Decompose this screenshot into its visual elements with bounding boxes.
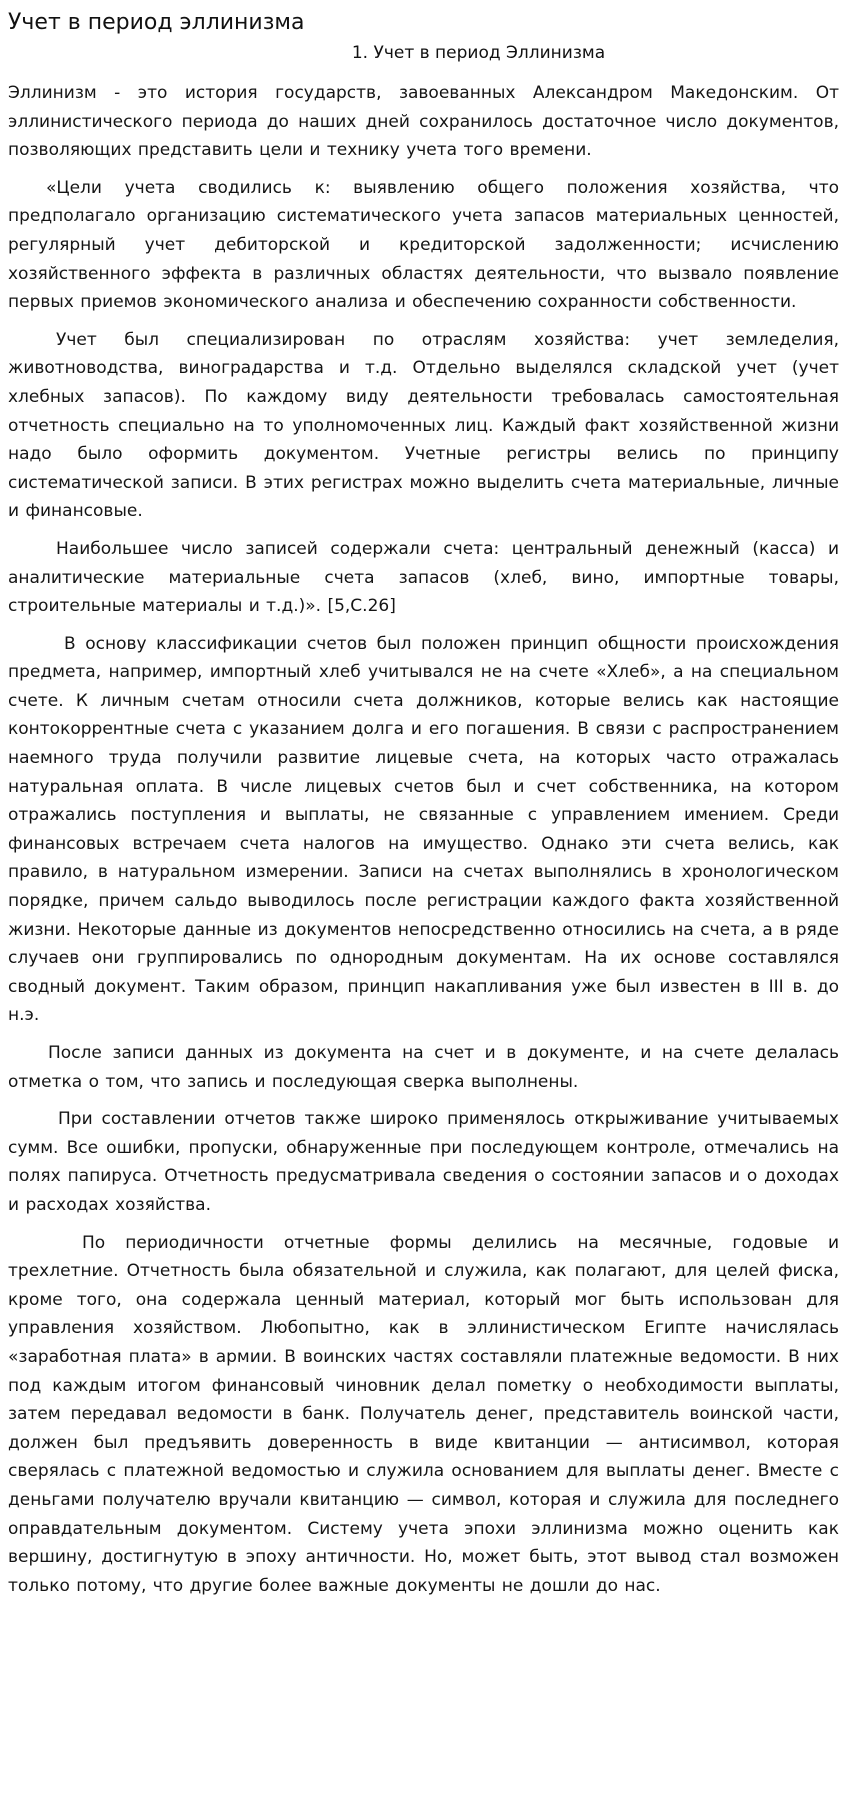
paragraph-specialized-accounting: Учет был специализирован по отраслям хозяйства: учет земледелия, животноводства, виноградарства и т.д. Отдельно выделялся складской учет (учет хлебных запасов). По каждому виду деятельности требовалась самостоятельная отчетность специально на то уполномоченных лиц. Каждый факт хозяйственной жизни надо было оформить документом. Учетные регистры велись по принципу систематической записи. В этих регистрах можно выделить счета материальные, личные и финансовые. [8, 329, 839, 522]
paragraph-accounts-records: Наибольшее число записей содержали счета: центральный денежный (касса) и аналитические материальные счета запасов (хлеб, вино, импортные товары, строительные материалы и т.д.)». [5,С.26] [8, 538, 839, 617]
paragraph-account-classification: В основу классификации счетов был положен принцип общности происхождения предмета, например, импортный хлеб учитывался не на счете «Хлеб», а на специальном счете. К личным счетам относили счета должников, которые велись как настоящие контокоррентные счета с указанием долга и его погашения. В связи с распространением наемного труда получили развитие лицевые счета, на которых часто отражалась натуральная оплата. В числе лицевых счетов был и счет собственника, на котором отражались поступления и выплаты, не связанные с управлением имением. Среди финансовых встречаем счета налогов на имущество. Однако эти счета велись, как правило, в натуральном измерении. Записи на счетах выполнялись в хронологическом порядке, причем сальдо выводилось после регистрации каждого факта хозяйственной жизни. Некоторые данные из документов непосредственно относились на счета, а в ряде случаев они группировались по однородным документам. На их основе составлялся сводный документ. Таким образом, принцип накапливания уже был известен в III в. до н.э. [8, 633, 839, 1026]
page-title: Учет в период эллинизма [8, 10, 305, 35]
document-body [8, 79, 839, 1600]
paragraph-reporting: При составлении отчетов также широко применялось открыживание учитываемых сумм. Все ошибки, пропуски, обнаруженные при последующем контроле, отмечались на полях папируса. Отчетность предусматривала сведения о состоянии запасов и о доходах и расходах хозяйства. [8, 1109, 839, 1215]
paragraph-hellenism-intro: Эллинизм - это история государств, завоеванных Александром Македонским. От эллинистического периода до наших дней сохранилось достаточное число документов, позволяющих представить цели и технику учета того времени. [8, 83, 839, 161]
paragraph-periodicity: По периодичности отчетные формы делились на месячные, годовые и трехлетние. Отчетность была обязательной и служила, как полагают, для целей фиска, кроме того, она содержала ценный материал, который мог быть использован для управления хозяйством. Любопытно, как в эллинистическом Египте начислялась «заработная плата» в армии. В воинских частях составляли платежные ведомости. В них под каждым итогом финансовый чиновник делал пометку о необходимости выплаты, затем передавал ведомости в банк. Получатель денег, представитель воинской части, должен был предъявить доверенность в виде квитанции — антисимвол, которая сверялась с платежной ведомостью и служила основанием для выплаты денег. Вместе с деньгами получателю вручали квитанцию — символ, которая и служила для последнего оправдательным документом. Систему учета эпохи эллинизма можно оценить как вершину, достигнутую в эпоху античности. Но, может быть, этот вывод стал возможен только потому, что другие более важные документы не дошли до нас. [8, 1232, 839, 1596]
section-heading: 1. Учет в период Эллинизма [351, 43, 606, 63]
paragraph-record-marking: После записи данных из документа на счет и в документе, и на счете делалась отметка о том, что запись и последующая сверка выполнены. [8, 1043, 839, 1092]
paragraph-accounting-goals: «Цели учета сводились к: выявлению общего положения хозяйства, что предполагало организацию систематического учета запасов материальных ценностей, регулярный учет дебиторской и кредиторской задолженности; исчислению хозяйственного эффекта в различных областях деятельности, что вызвало появление первых приемов экономического анализа и обеспечению сохранности собственности. [8, 177, 839, 313]
